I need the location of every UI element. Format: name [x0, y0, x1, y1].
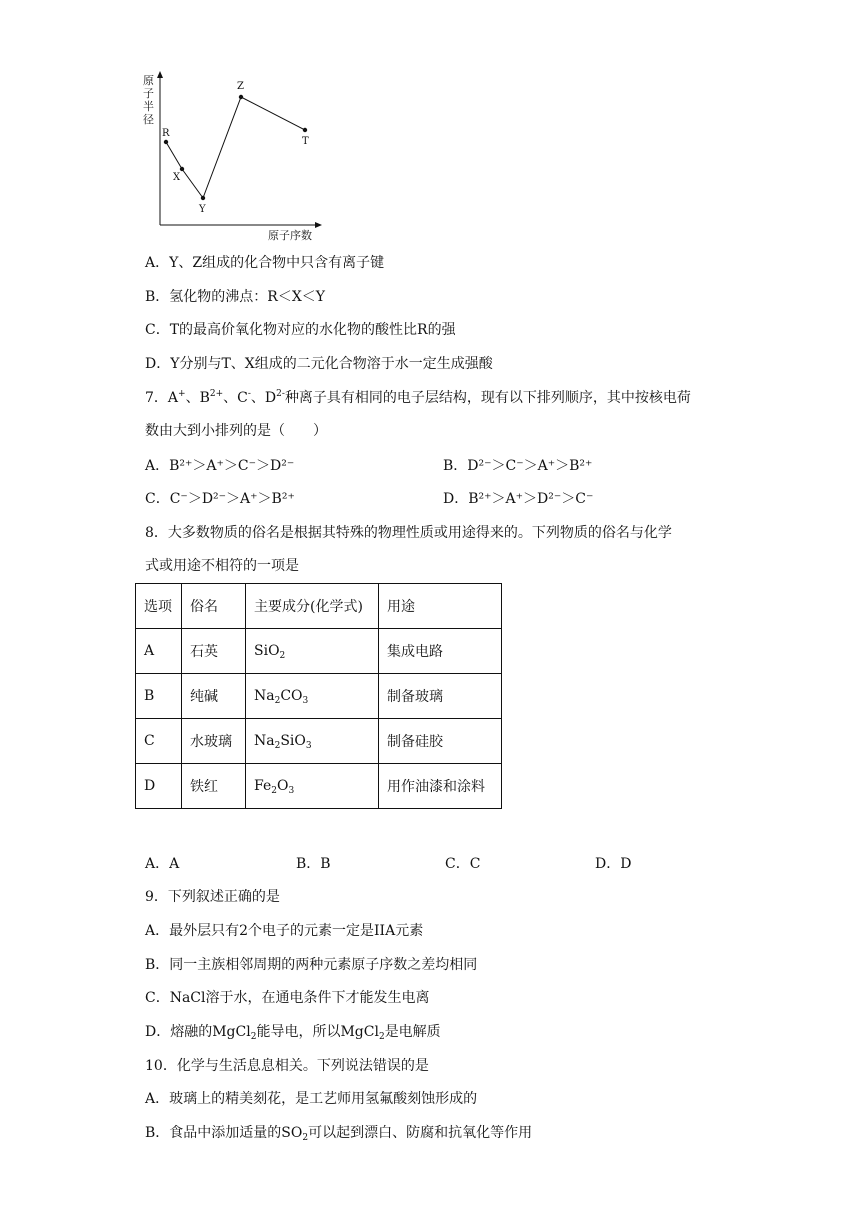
- table-cell: A: [136, 629, 182, 674]
- q9-option-a: A．最外层只有2个电子的元素一定是IIA元素: [145, 923, 424, 939]
- q7-option-c: C．C⁻＞D²⁻＞A⁺＞B²⁺: [145, 491, 295, 507]
- table-cell: 石英: [182, 629, 246, 674]
- q9-option-b: B．同一主族相邻周期的两种元素原子序数之差均相同: [145, 957, 478, 973]
- table-header-cell: 用途: [379, 584, 502, 629]
- table-cell: 水玻璃: [182, 719, 246, 764]
- label-Y: Y: [199, 204, 206, 215]
- table-row: [136, 764, 502, 809]
- q8-answer-b: B．B: [296, 856, 331, 872]
- table-row: [136, 719, 502, 764]
- q8-table: [135, 583, 502, 809]
- q8-answer-a: A．A: [145, 856, 180, 872]
- table-cell: 集成电路: [379, 629, 502, 674]
- table-header-cell: 俗名: [182, 584, 246, 629]
- q6-option-c: C．T的最高价氧化物对应的水化物的酸性比R的强: [145, 322, 456, 338]
- table-cell: 制备玻璃: [379, 674, 502, 719]
- y-axis-label-char: 半: [143, 100, 154, 113]
- table-cell: 用作油漆和涂料: [379, 764, 502, 809]
- y-axis: [157, 71, 163, 225]
- q9-option-d: D．熔融的MgCl$_2$能导电，所以MgCl$_2$是电解质: [145, 1024, 441, 1042]
- label-R: R: [162, 128, 170, 139]
- q7-stem-line1: 7．A+、$B^{2+}$、C-、$D^{2-}$种离子具有相同的电子层结构，现有以下排列顺序，其中按核电荷: [145, 389, 691, 406]
- q8-answer-d: D．D: [595, 856, 632, 872]
- label-T: T: [302, 136, 309, 147]
- q6-option-a: A．Y、Z组成的化合物中只含有离子键: [145, 255, 385, 271]
- table-row: [136, 674, 502, 719]
- table-cell-formula: $Na_2SiO_3$: [246, 719, 379, 764]
- q10-option-b: B．食品中添加适量的$SO_2$可以起到漂白、防腐和抗氧化等作用: [145, 1125, 533, 1143]
- y-axis-label-char: 径: [143, 113, 154, 126]
- table-cell: 纯碱: [182, 674, 246, 719]
- q9-stem: 9．下列叙述正确的是: [145, 889, 280, 905]
- point-R: [164, 140, 168, 144]
- table-cell: 制备硅胶: [379, 719, 502, 764]
- y-axis-label-char: 原: [143, 74, 154, 87]
- table-cell-formula: SiO$_2$: [246, 629, 379, 674]
- q10-stem: 10．化学与生活息息相关。下列说法错误的是: [145, 1058, 429, 1074]
- q8-stem-line2: 式或用途不相符的一项是: [145, 558, 299, 574]
- table-cell-formula: $Na_2CO_3$: [246, 674, 379, 719]
- label-X: X: [173, 172, 181, 183]
- x-axis-label: 原子序数: [268, 229, 312, 242]
- q7-option-a: A．B²⁺＞A⁺＞C⁻＞D²⁻: [145, 458, 295, 474]
- x-axis: [160, 222, 322, 228]
- point-X: [180, 167, 184, 171]
- y-axis-label-char: 子: [143, 87, 154, 100]
- q6-option-d: D．Y分别与T、X组成的二元化合物溶于水一定生成强酸: [145, 356, 493, 372]
- table-cell: 铁红: [182, 764, 246, 809]
- q7-option-b: B．D²⁻＞C⁻＞A⁺＞B²⁺: [443, 458, 593, 474]
- table-row: [136, 629, 502, 674]
- q8-stem-line1: 8．大多数物质的俗名是根据其特殊的物理性质或用途得来的。下列物质的俗名与化学: [145, 525, 672, 541]
- point-Y: [201, 196, 205, 200]
- q7-option-d: D．B²⁺＞A⁺＞D²⁻＞C⁻: [443, 491, 594, 507]
- table-header-cell: 主要成分(化学式): [246, 584, 379, 629]
- table-cell: D: [136, 764, 182, 809]
- q7-stem-line2: 数由大到小排列的是（ ）: [145, 423, 327, 439]
- point-Z: [239, 95, 243, 99]
- q10-option-a: A．玻璃上的精美刻花，是工艺师用氢氟酸刻蚀形成的: [145, 1091, 478, 1107]
- point-T: [303, 128, 307, 132]
- table-header-row: [136, 584, 502, 629]
- label-Z: Z: [237, 81, 244, 92]
- q6-option-b: B．氢化物的沸点：R＜X＜Y: [145, 289, 326, 305]
- table-header-cell: 选项: [136, 584, 182, 629]
- table-cell: C: [136, 719, 182, 764]
- atomic-radius-graph: [130, 70, 330, 245]
- table-cell: B: [136, 674, 182, 719]
- radius-line: [166, 97, 305, 198]
- q9-option-c: C．NaCl溶于水，在通电条件下才能发生电离: [145, 990, 430, 1006]
- q8-answer-c: C．C: [445, 856, 481, 872]
- table-cell-formula: $Fe_2O_3$: [246, 764, 379, 809]
